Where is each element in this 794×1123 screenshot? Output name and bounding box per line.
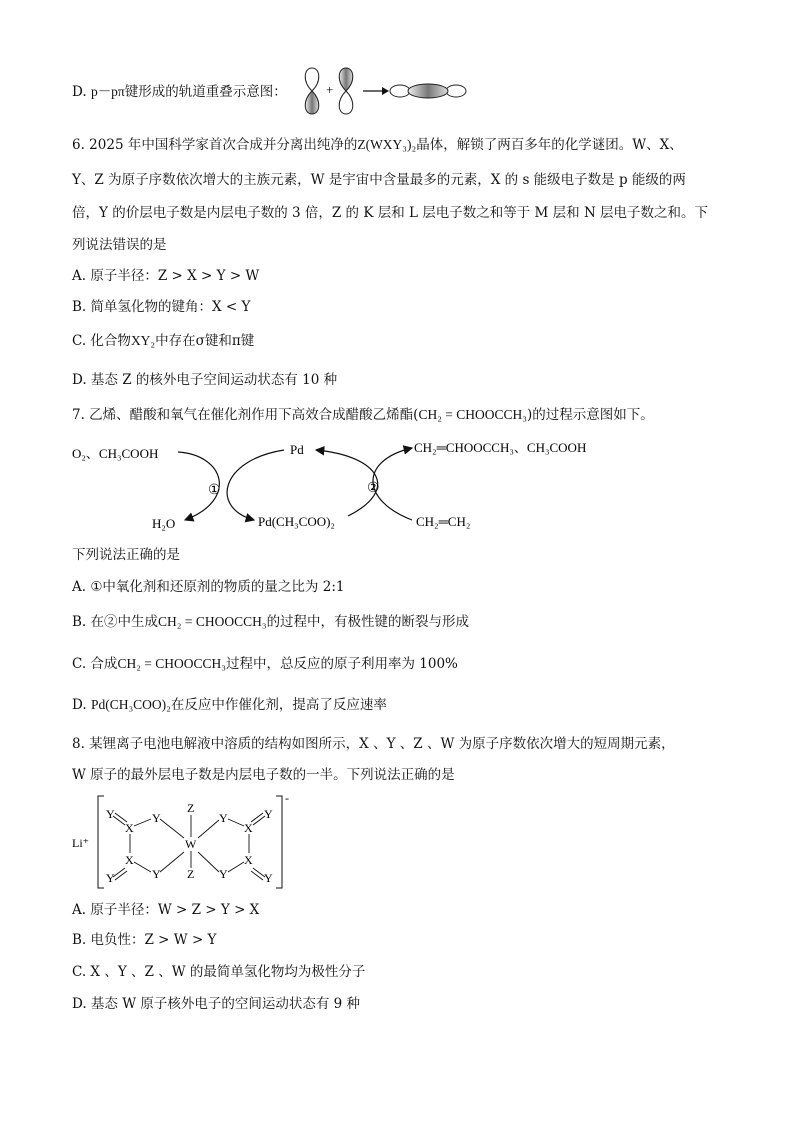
svg-text:Y: Y xyxy=(152,811,161,825)
pd-acetate-label: Pd(CH₃COO)₂ xyxy=(258,514,335,529)
q6-stem-line1: 6. 2025 年中国科学家首次合成并分离出纯净的Z(WXY₃)₂晶体，解锁了两百多年的化学谜团。W、X、 xyxy=(72,137,683,153)
q8-stem-line1: 8. 某锂离子电池电解液中溶质的结构如图所示，X 、Y 、Z 、W 为原子序数依次增大的短周期元素， xyxy=(72,736,675,752)
svg-text:W: W xyxy=(185,837,197,851)
svg-text:Y: Y xyxy=(219,811,228,825)
svg-text:Y: Y xyxy=(106,871,115,885)
ethylene-label: CH₂═CH₂ xyxy=(416,514,471,529)
svg-text:X: X xyxy=(244,821,253,835)
svg-text:Z: Z xyxy=(187,867,195,881)
q6-stem-line4: 列说法错误的是 xyxy=(72,237,167,253)
q6-stem-line3: 倍，Y 的价层电子数是内层电子数的 3 倍，Z 的 K 层和 L 层电子数之和等于 M 层和 N 层电子数之和。下 xyxy=(72,205,709,221)
catalytic-cycle-diagram xyxy=(60,430,660,535)
svg-text:Z: Z xyxy=(187,801,195,815)
svg-text:X: X xyxy=(244,853,253,867)
reactants-o2-acetic-acid: O₂、CH₃COOH xyxy=(72,446,159,461)
arrow-icon xyxy=(363,87,389,95)
q7-ask: 下列说法正确的是 xyxy=(72,547,180,563)
p-orbital-left xyxy=(305,68,319,114)
svg-text:Y: Y xyxy=(264,807,273,821)
q5-option-d: D. p－pπ键形成的轨道重叠示意图： xyxy=(72,84,287,100)
q8-stem-line2: W 原子的最外层电子数是内层电子数的一半。下列说法正确的是 xyxy=(72,767,455,783)
q5-optd-text: 键形成的轨道重叠示意图： xyxy=(124,84,287,100)
svg-text:Y: Y xyxy=(152,867,161,881)
q6-option-d: D. 基态 Z 的核外电子空间运动状态有 10 种 xyxy=(72,372,338,388)
pd-label: Pd xyxy=(290,442,304,457)
q8-option-b: B. 电负性：Z > W > Y xyxy=(72,932,217,948)
products-vinyl-acetate: CH₂═CHOOCCH₃、CH₃COOH xyxy=(414,440,587,455)
q7-stem: 7. 乙烯、醋酸和氧气在催化剂作用下高效合成醋酸乙烯酯(CH₂ = CHOOCCH₃)的过程示意图如下。 xyxy=(72,407,654,423)
q8-option-c: C. X 、Y 、Z 、W 的最简单氢化物均为极性分子 xyxy=(72,964,366,980)
q6-option-c: C. 化合物XY₂中存在σ键和π键 xyxy=(72,333,255,349)
sigma-overlap-orbital xyxy=(390,84,466,98)
svg-text:X: X xyxy=(125,853,134,867)
q7-option-a: A. ①中氧化剂和还原剂的物质的量之比为 2:1 xyxy=(72,579,345,595)
step-1-label: ① xyxy=(208,483,221,498)
q6-stem-line2: Y、Z 为原子序数依次增大的主族元素，W 是宇宙中含量最多的元素，X 的 s 能级电子数是 p 能级的两 xyxy=(72,172,686,188)
svg-text:X: X xyxy=(125,821,134,835)
q5-optd-formula: p－pπ xyxy=(90,84,125,99)
q6-option-b: B. 简单氢化物的键角：X < Y xyxy=(72,299,251,315)
step-2-label: ② xyxy=(367,481,380,496)
svg-text:Y: Y xyxy=(106,807,115,821)
svg-text:Li⁺: Li⁺ xyxy=(72,836,89,850)
q6-option-a: A. 原子半径：Z > X > Y > W xyxy=(72,268,260,284)
q7-option-d: D. Pd(CH₃COO)₂在反应中作催化剂，提高了反应速率 xyxy=(72,697,387,713)
svg-text:-: - xyxy=(285,792,289,805)
svg-text:Y: Y xyxy=(264,871,273,885)
q8-option-d: D. 基态 W 原子核外电子的空间运动状态有 9 种 xyxy=(72,996,361,1012)
q7-option-c: C. 合成CH₂ = CHOOCCH₃过程中，总反应的原子利用率为 100% xyxy=(72,656,458,672)
p-orbital-right xyxy=(339,68,353,114)
lithium-salt-structure xyxy=(72,792,302,892)
arc-pd-to-complex xyxy=(227,450,284,520)
svg-text:Y: Y xyxy=(219,867,228,881)
q6-formula: Z(WXY₃)₂ xyxy=(357,137,417,152)
q7-option-b: B. 在②中生成CH₂ = CHOOCCH₃的过程中，有极性键的断裂与形成 xyxy=(72,614,470,630)
orbital-overlap-diagram xyxy=(296,66,471,116)
svg-text:+: + xyxy=(326,82,334,97)
h2o-label: H₂O xyxy=(152,516,176,531)
q8-option-a: A. 原子半径：W > Z > Y > X xyxy=(72,902,260,918)
